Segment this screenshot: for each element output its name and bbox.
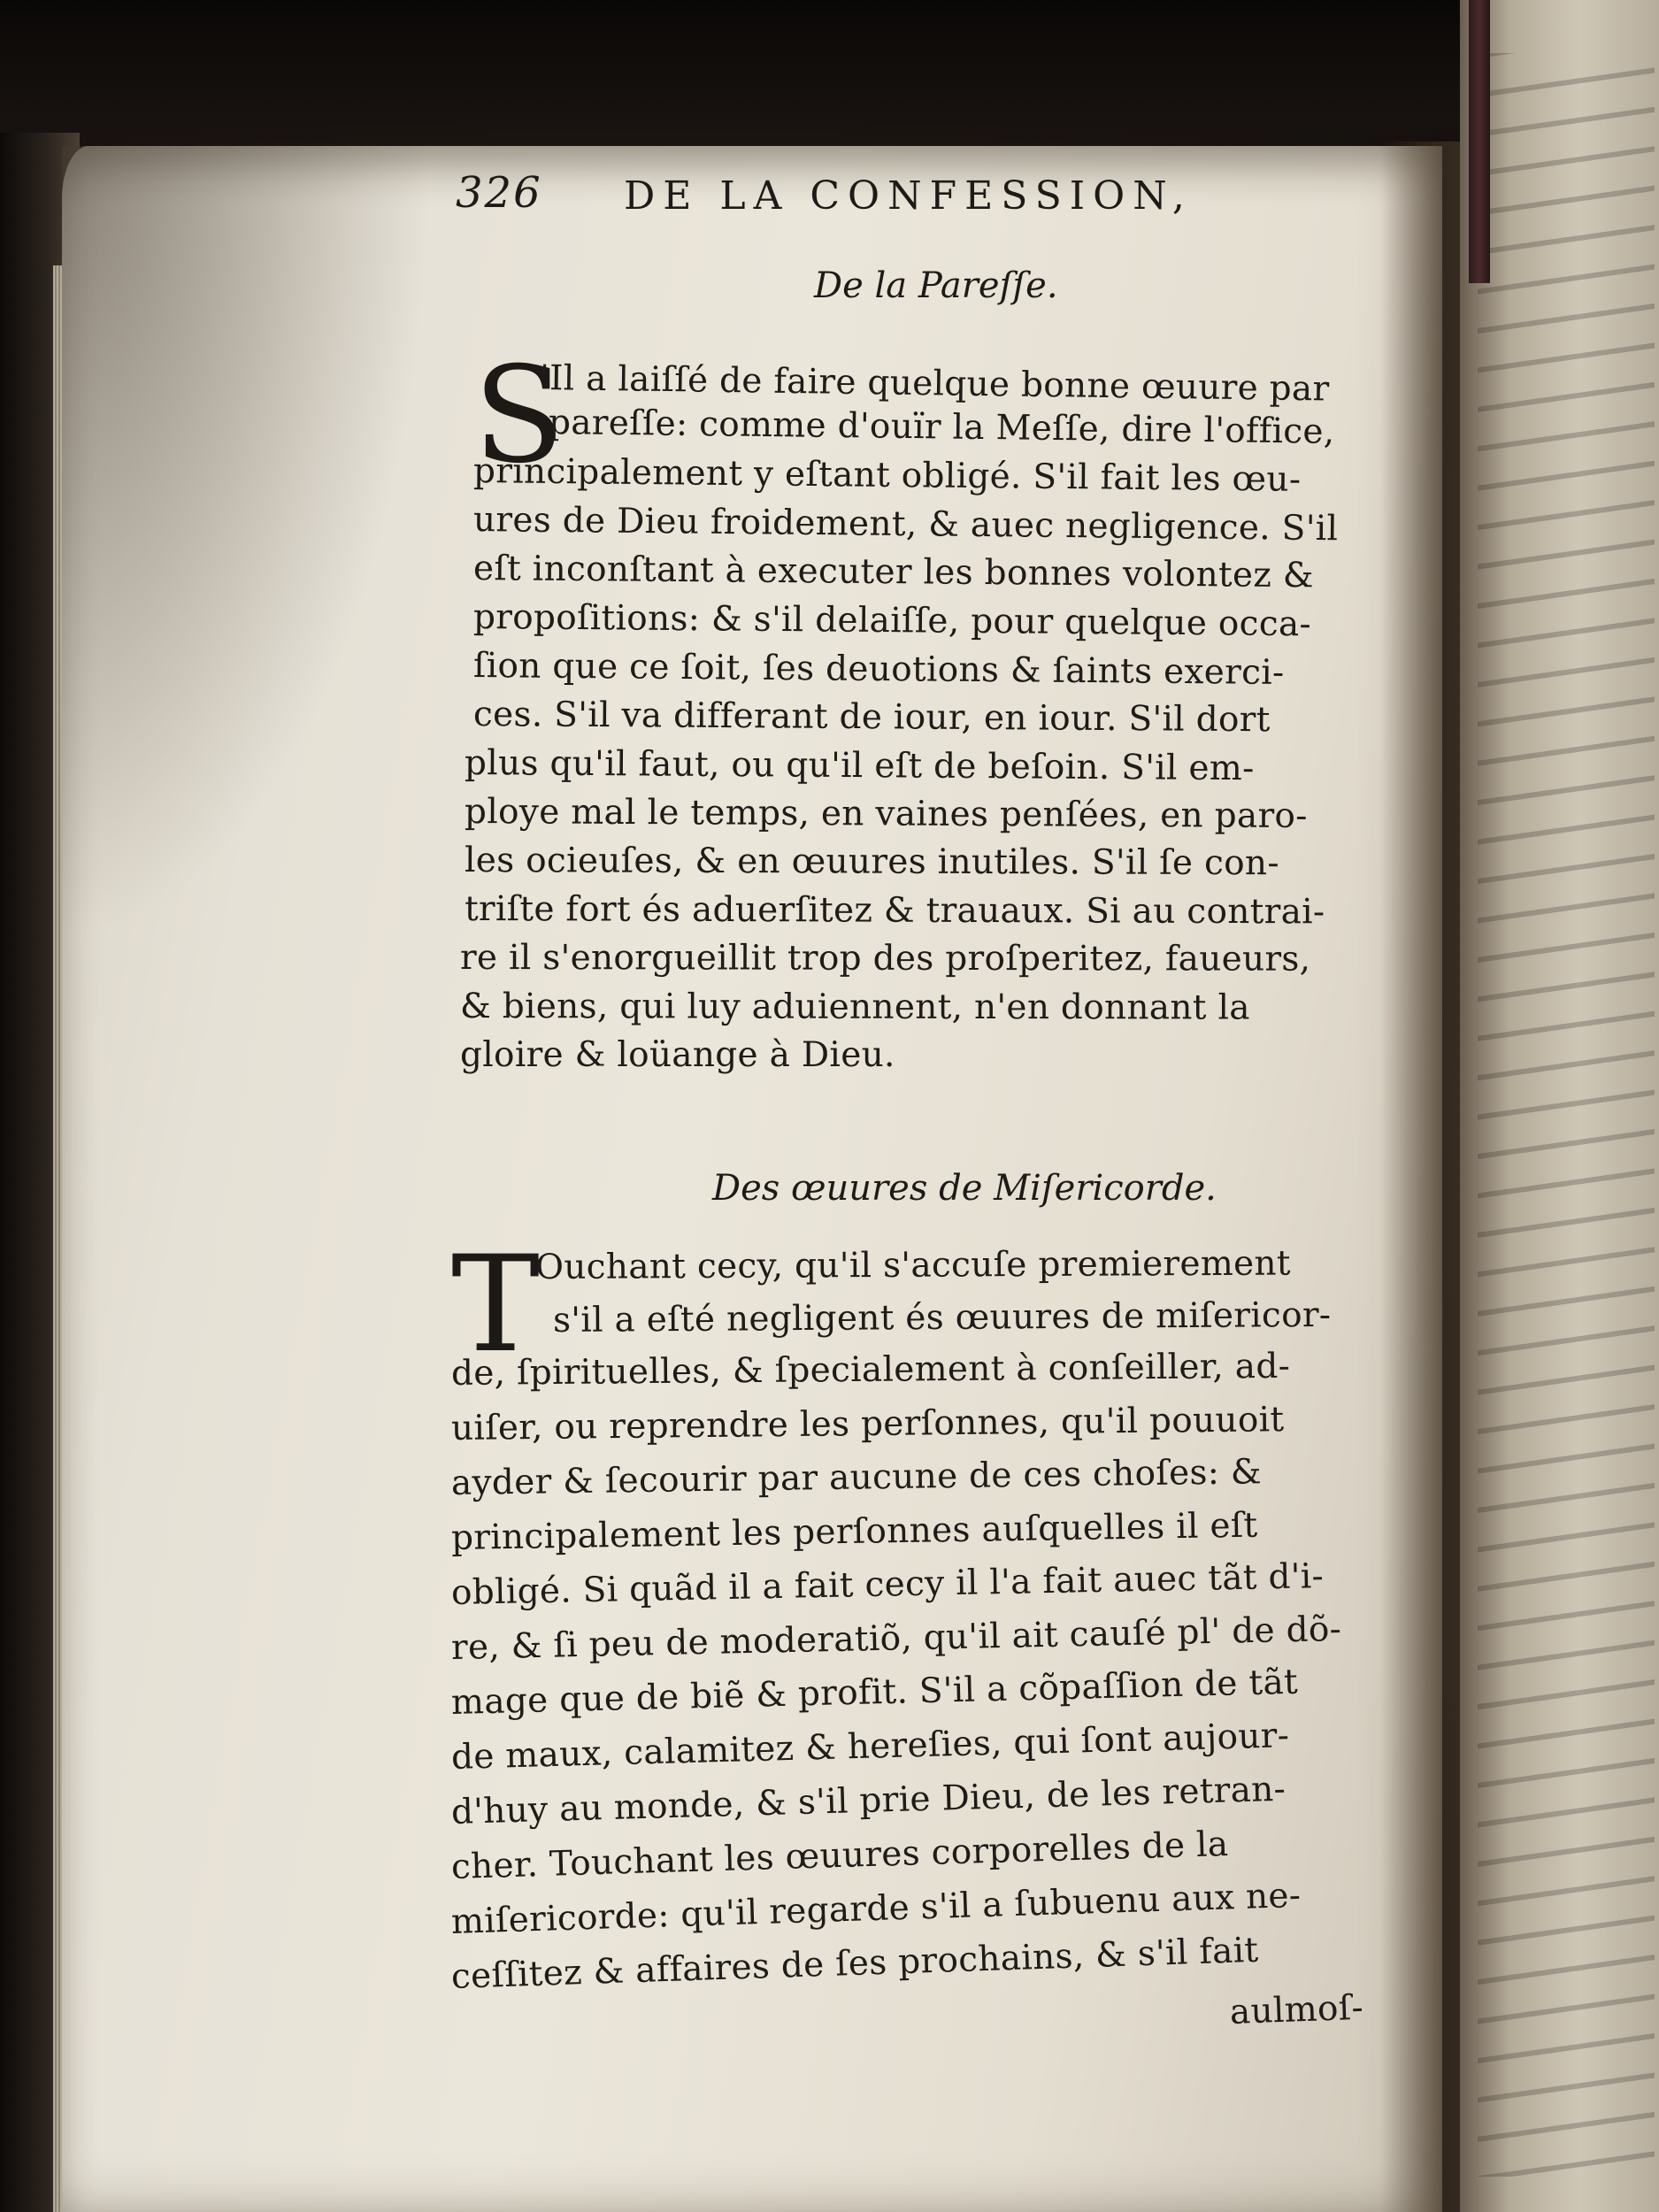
text-line: ploye mal le temps, en vaines penſées, en paro- xyxy=(464,792,1308,836)
page-number: 326 xyxy=(456,168,542,218)
text-line: s'il a eſté negligent és œuures de miſericor- xyxy=(552,1294,1332,1340)
section-title-paresse: De la Pareſſe. xyxy=(814,265,1058,306)
running-head-title: DE LA CONFESSION, xyxy=(624,173,1193,219)
text-line: Ouchant cecy, qu'il s'accuſe premierement xyxy=(534,1243,1291,1287)
text-line: principalement les perſonnes auſquelles il eſt xyxy=(450,1505,1258,1558)
text-line: ayder & ſecourir par aucune de ces choſes: & xyxy=(450,1452,1263,1503)
text-line: uiſer, ou reprendre les perſonnes, qu'il pouuoit xyxy=(450,1400,1285,1448)
right-page-text-blur xyxy=(1478,53,1655,2177)
text-line: miſericorde: qu'il regarde s'il a ſubuenu aux ne- xyxy=(450,1875,1302,1942)
text-line: les ocieuſes, & en œuures inutiles. S'il ſe con- xyxy=(464,841,1279,884)
dropcap-s: S xyxy=(473,339,565,493)
text-line: propoſitions: & s'il delaiſſe, pour quelque occa- xyxy=(472,597,1312,645)
text-line: ures de Dieu froidement, & auec negligence. S'il xyxy=(472,500,1339,549)
text-line: cher. Touchant les œuures corporelles de la xyxy=(450,1824,1229,1887)
text-line: d'huy au monde, & s'il prie Dieu, de les retran- xyxy=(450,1769,1286,1832)
text-line: principalement y eſtant obligé. S'il fait les œu- xyxy=(472,451,1302,500)
text-line: mage que de biẽ & profit. S'il a cõpaſſion de tãt xyxy=(450,1662,1299,1723)
text-line: gloire & loüange à Dieu. xyxy=(460,1035,895,1075)
text-line: ſion que ce ſoit, ſes deuotions & ſaints exerci- xyxy=(472,646,1285,693)
text-line: ceſſitez & affaires de ſes prochains, & s'il fait xyxy=(450,1930,1260,1997)
text-line: re il s'enorgueillit trop des proſperitez, faueurs, xyxy=(459,938,1311,979)
text-line: de, ſpirituelles, & ſpecialement à conſeiller, ad- xyxy=(450,1346,1291,1394)
text-line: de maux, calamitez & hereſies, qui ſont aujour- xyxy=(450,1716,1290,1778)
section-title-misericorde: Des œuures de Miſericorde. xyxy=(712,1168,1217,1209)
text-line: plus qu'il faut, ou qu'il eſt de beſoin. S'il em- xyxy=(464,743,1255,789)
text-line: 'Il a laiſſé de faire quelque bonne œuure par xyxy=(539,358,1330,410)
text-line: & biens, qui luy aduiennent, n'en donnant la xyxy=(459,987,1250,1028)
book-spine-edge xyxy=(1469,0,1490,283)
text-line: re, & ſi peu de moderatiõ, qu'il ait cauſé pl' de dõ- xyxy=(450,1609,1342,1668)
dropcap-t: T xyxy=(451,1228,541,1382)
text-line: eſt inconſtant à executer les bonnes volontez & xyxy=(472,549,1315,596)
text-line: ces. S'il va differant de iour, en iour. S'il dort xyxy=(472,695,1271,741)
text-line: obligé. Si quãd il a fait cecy il l'a fait auec tãt d'i- xyxy=(450,1556,1325,1613)
right-page xyxy=(1460,0,1659,2212)
text-line: triſte fort és aduerſitez & trauaux. Si au contrai- xyxy=(464,889,1325,933)
text-line: pareſſe: comme d'ouïr la Meſſe, dire l'office, xyxy=(548,403,1335,452)
catchword: aulmoſ- xyxy=(1229,1987,1364,2032)
